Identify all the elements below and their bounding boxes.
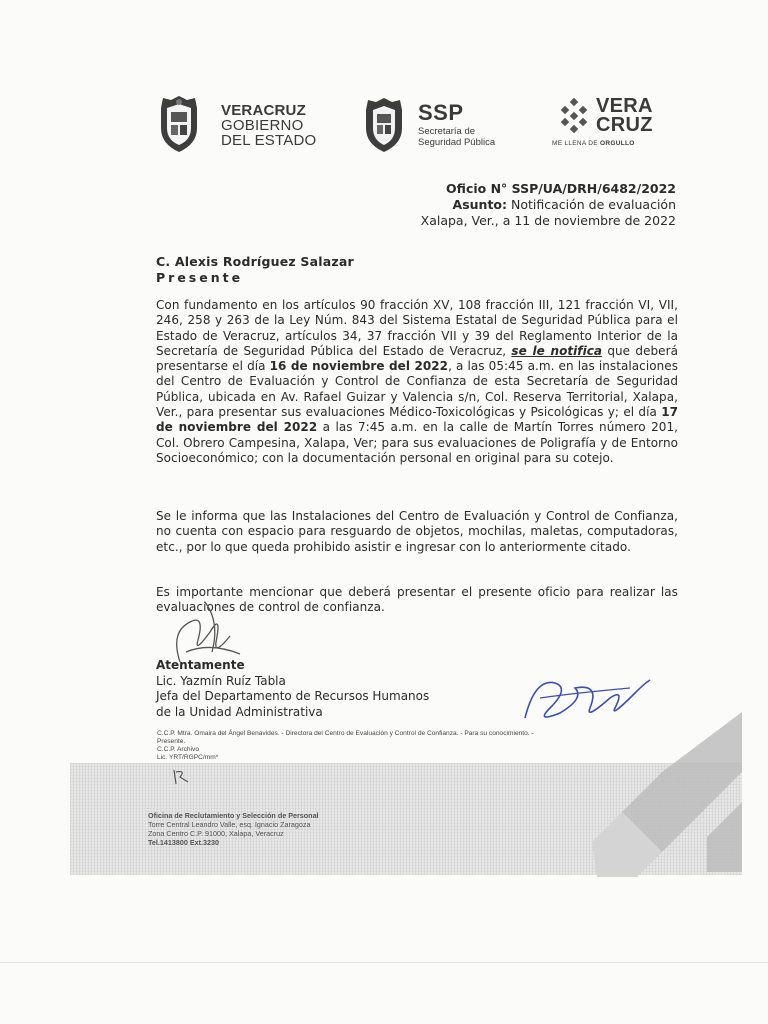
first-date: 16 de noviembre del 2022 (269, 359, 449, 374)
asunto-line: Asunto: Notificación de evaluación (452, 197, 676, 212)
ccp-line-3: C.C.P. Archivo (157, 746, 200, 753)
ccp-line-4: Lic. YRT/RGPC/mm* (157, 754, 219, 761)
pattern-flower-icon (556, 98, 594, 134)
ccp-line-2: Presente. (157, 738, 186, 745)
second-date: 17 de noviembre del 2022 (156, 405, 678, 435)
footer-phone: Tel.1413800 Ext.3230 (148, 838, 219, 847)
ssp-logo-title: SSP (418, 100, 464, 125)
decorative-chevron-graphic (512, 712, 742, 877)
body-paragraph-3: Es importante mencionar que deberá presentar el presente oficio para realizar las evaluaciones de control de confianza. (156, 585, 678, 615)
body-paragraph-1: Con fundamento en los artículos 90 fracción XV, 108 fracción III, 121 fracción VI, VII, 246, 258 y 263 de la Ley Núm. 843 del Sistema Estatal de Seguridad Pública para el Estado de Veracruz, artículos 34, 37 fracción VII y 39 del Reglamento Interior de la Secretaría de Seguridad Pública del Estado de Veracruz, se le notifica que deberá presentarse el día 16 de noviembre del 2022, a las 05:45 a.m. en las instalaciones del Centro de Evaluación y Control de Confianza de esta Secretaría de Seguridad Pública, ubicada en Av. Rafael Guizar y Valencia s/n, Col. Reserva Territorial, Xalapa, Ver., para presentar sus evaluaciones Médico-Toxicológicas y Psicológicas y; el día 17 de noviembre del 2022 a las 7:45 a.m. en la calle de Martín Torres número 201, Col. Obrero Campesina, Xalapa, Ver; para sus evaluaciones de Poligrafía y de Entorno Socioeconómico; con la documentación personal en original para su cotejo. (156, 298, 678, 465)
signer-name: Lic. Yazmín Ruíz Tabla (156, 673, 286, 688)
recipient-block (156, 254, 354, 286)
closing-word: Atentamente (156, 658, 245, 672)
recipient-greeting: Presente (156, 270, 244, 285)
ccp-block (157, 730, 534, 762)
oficio-number: Oficio N° SSP/UA/DRH/6482/2022 (446, 181, 676, 196)
footer-address-1: Torre Central Leandro Valle, esq. Ignacio Zaragoza (148, 820, 311, 829)
coat-of-arms-icon (157, 94, 201, 154)
veracruz-brand-logo (552, 95, 666, 153)
initials-mark (170, 768, 192, 786)
gov-logo-line3: DEL ESTADO (221, 132, 317, 149)
footer-address-2: Zona Centro C.P. 91000, Xalapa, Veracruz (148, 829, 284, 838)
vera-logo-line2: CRUZ (596, 114, 653, 136)
ssp-logo-line2: Seguridad Pública (418, 136, 496, 148)
body-paragraph-2: Se le informa que las Instalaciones del Centro de Evaluación y Control de Confianza, no cuenta con espacio para resguardo de objetos, mochilas, maletas, computadoras, etc., por lo que queda prohibido asistir e ingresar con lo anteriormente citado. (156, 509, 678, 554)
gov-logo-line2: GOBIERNO (221, 117, 304, 134)
vera-logo-tagline: ME LLENA DE ORGULLO (552, 140, 635, 147)
gov-logo-line1: VERACRUZ (221, 102, 306, 119)
document-reference-block (256, 181, 676, 229)
notifica-emphasis: se le notifica (511, 343, 603, 358)
recipient-name: C. Alexis Rodríguez Salazar (156, 254, 354, 269)
signature-block (156, 658, 429, 720)
place-date: Xalapa, Ver., a 11 de noviembre de 2022 (420, 213, 676, 228)
signer-title-1: Jefa del Departamento de Recursos Humanos (156, 689, 430, 703)
ssp-shield-icon (362, 96, 406, 154)
ccp-line-1: C.C.P. Mtra. Omaira del Ángel Benavides. - Directora del Centro de Evaluación y Control de Confianza. - Para su conocimiento. - (157, 730, 534, 737)
scan-edge-line (0, 962, 768, 963)
ssp-logo (362, 96, 522, 154)
vera-logo-line1: VERA (596, 95, 653, 117)
footer-address (148, 811, 319, 847)
veracruz-government-logo (157, 94, 317, 156)
signer-title-2: de la Unidad Administrativa (156, 704, 323, 719)
footer-office: Oficina de Reclutamiento y Selección de Personal (148, 811, 319, 820)
ssp-logo-line1: Secretaría de (418, 126, 476, 137)
